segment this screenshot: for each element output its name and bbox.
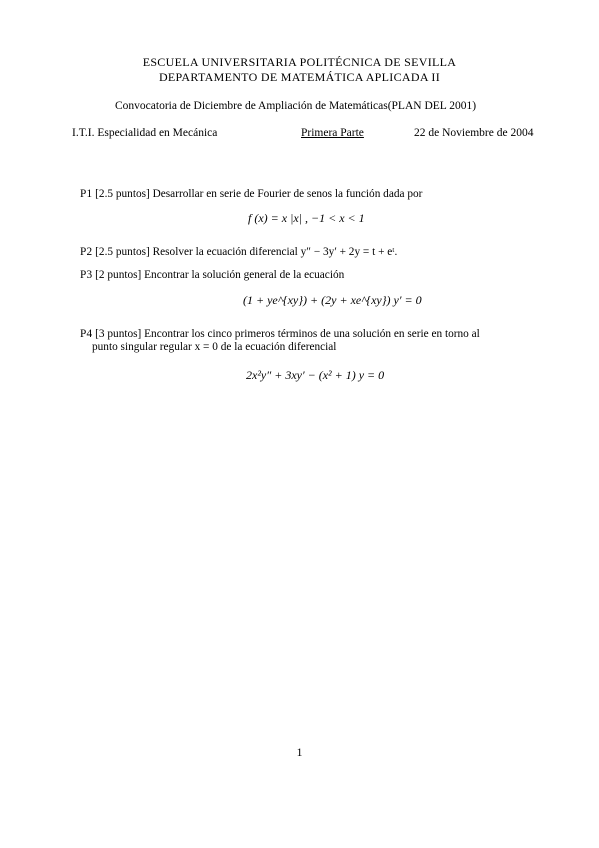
convocatoria-line: Convocatoria de Diciembre de Ampliación de Matemáticas(PLAN DEL 2001)	[115, 100, 477, 112]
department-name: DEPARTAMENTO DE MATEMÁTICA APLICADA II	[158, 70, 441, 84]
problem-label: P3	[80, 269, 93, 281]
problem-1	[80, 187, 550, 201]
equation-p1: f (x) = x |x| , −1 < x < 1	[248, 211, 365, 225]
problem-text: Resolver la ecuación diferencial y″ − 3y′ + 2y = t + eᵗ.	[152, 246, 398, 258]
school-name: ESCUELA UNIVERSITARIA POLITÉCNICA DE SEVILLA	[142, 55, 457, 69]
problem-label: P2	[80, 246, 93, 258]
problem-4	[80, 327, 550, 341]
problem-2	[80, 245, 550, 259]
equation-p3: (1 + ye^{xy}) + (2y + xe^{xy}) y′ = 0	[243, 293, 422, 307]
problem-points: [2.5 puntos]	[95, 246, 150, 258]
exam-date: 22 de Noviembre de 2004	[414, 127, 534, 139]
part-label: Primera Parte	[301, 127, 364, 139]
problem-label: P4	[80, 328, 93, 340]
problem-points: [3 puntos]	[95, 328, 142, 340]
equation-p4: 2x²y″ + 3xy′ − (x² + 1) y = 0	[246, 368, 385, 382]
problem-label: P1	[80, 188, 93, 200]
page-number: 1	[296, 745, 303, 759]
problem-points: [2 puntos]	[95, 269, 142, 281]
specialty-label: I.T.I. Especialidad en Mecánica	[72, 127, 218, 139]
problem-points: [2.5 puntos]	[95, 188, 150, 200]
problem-text: Desarrollar en serie de Fourier de senos la función dada por	[152, 188, 423, 200]
problem-text: Encontrar los cinco primeros términos de una solución en serie en torno al	[144, 328, 480, 340]
problem-3	[80, 268, 550, 282]
problem-4-continuation: punto singular regular x = 0 de la ecuación diferencial	[92, 341, 337, 353]
problem-text: Encontrar la solución general de la ecuación	[144, 269, 345, 281]
